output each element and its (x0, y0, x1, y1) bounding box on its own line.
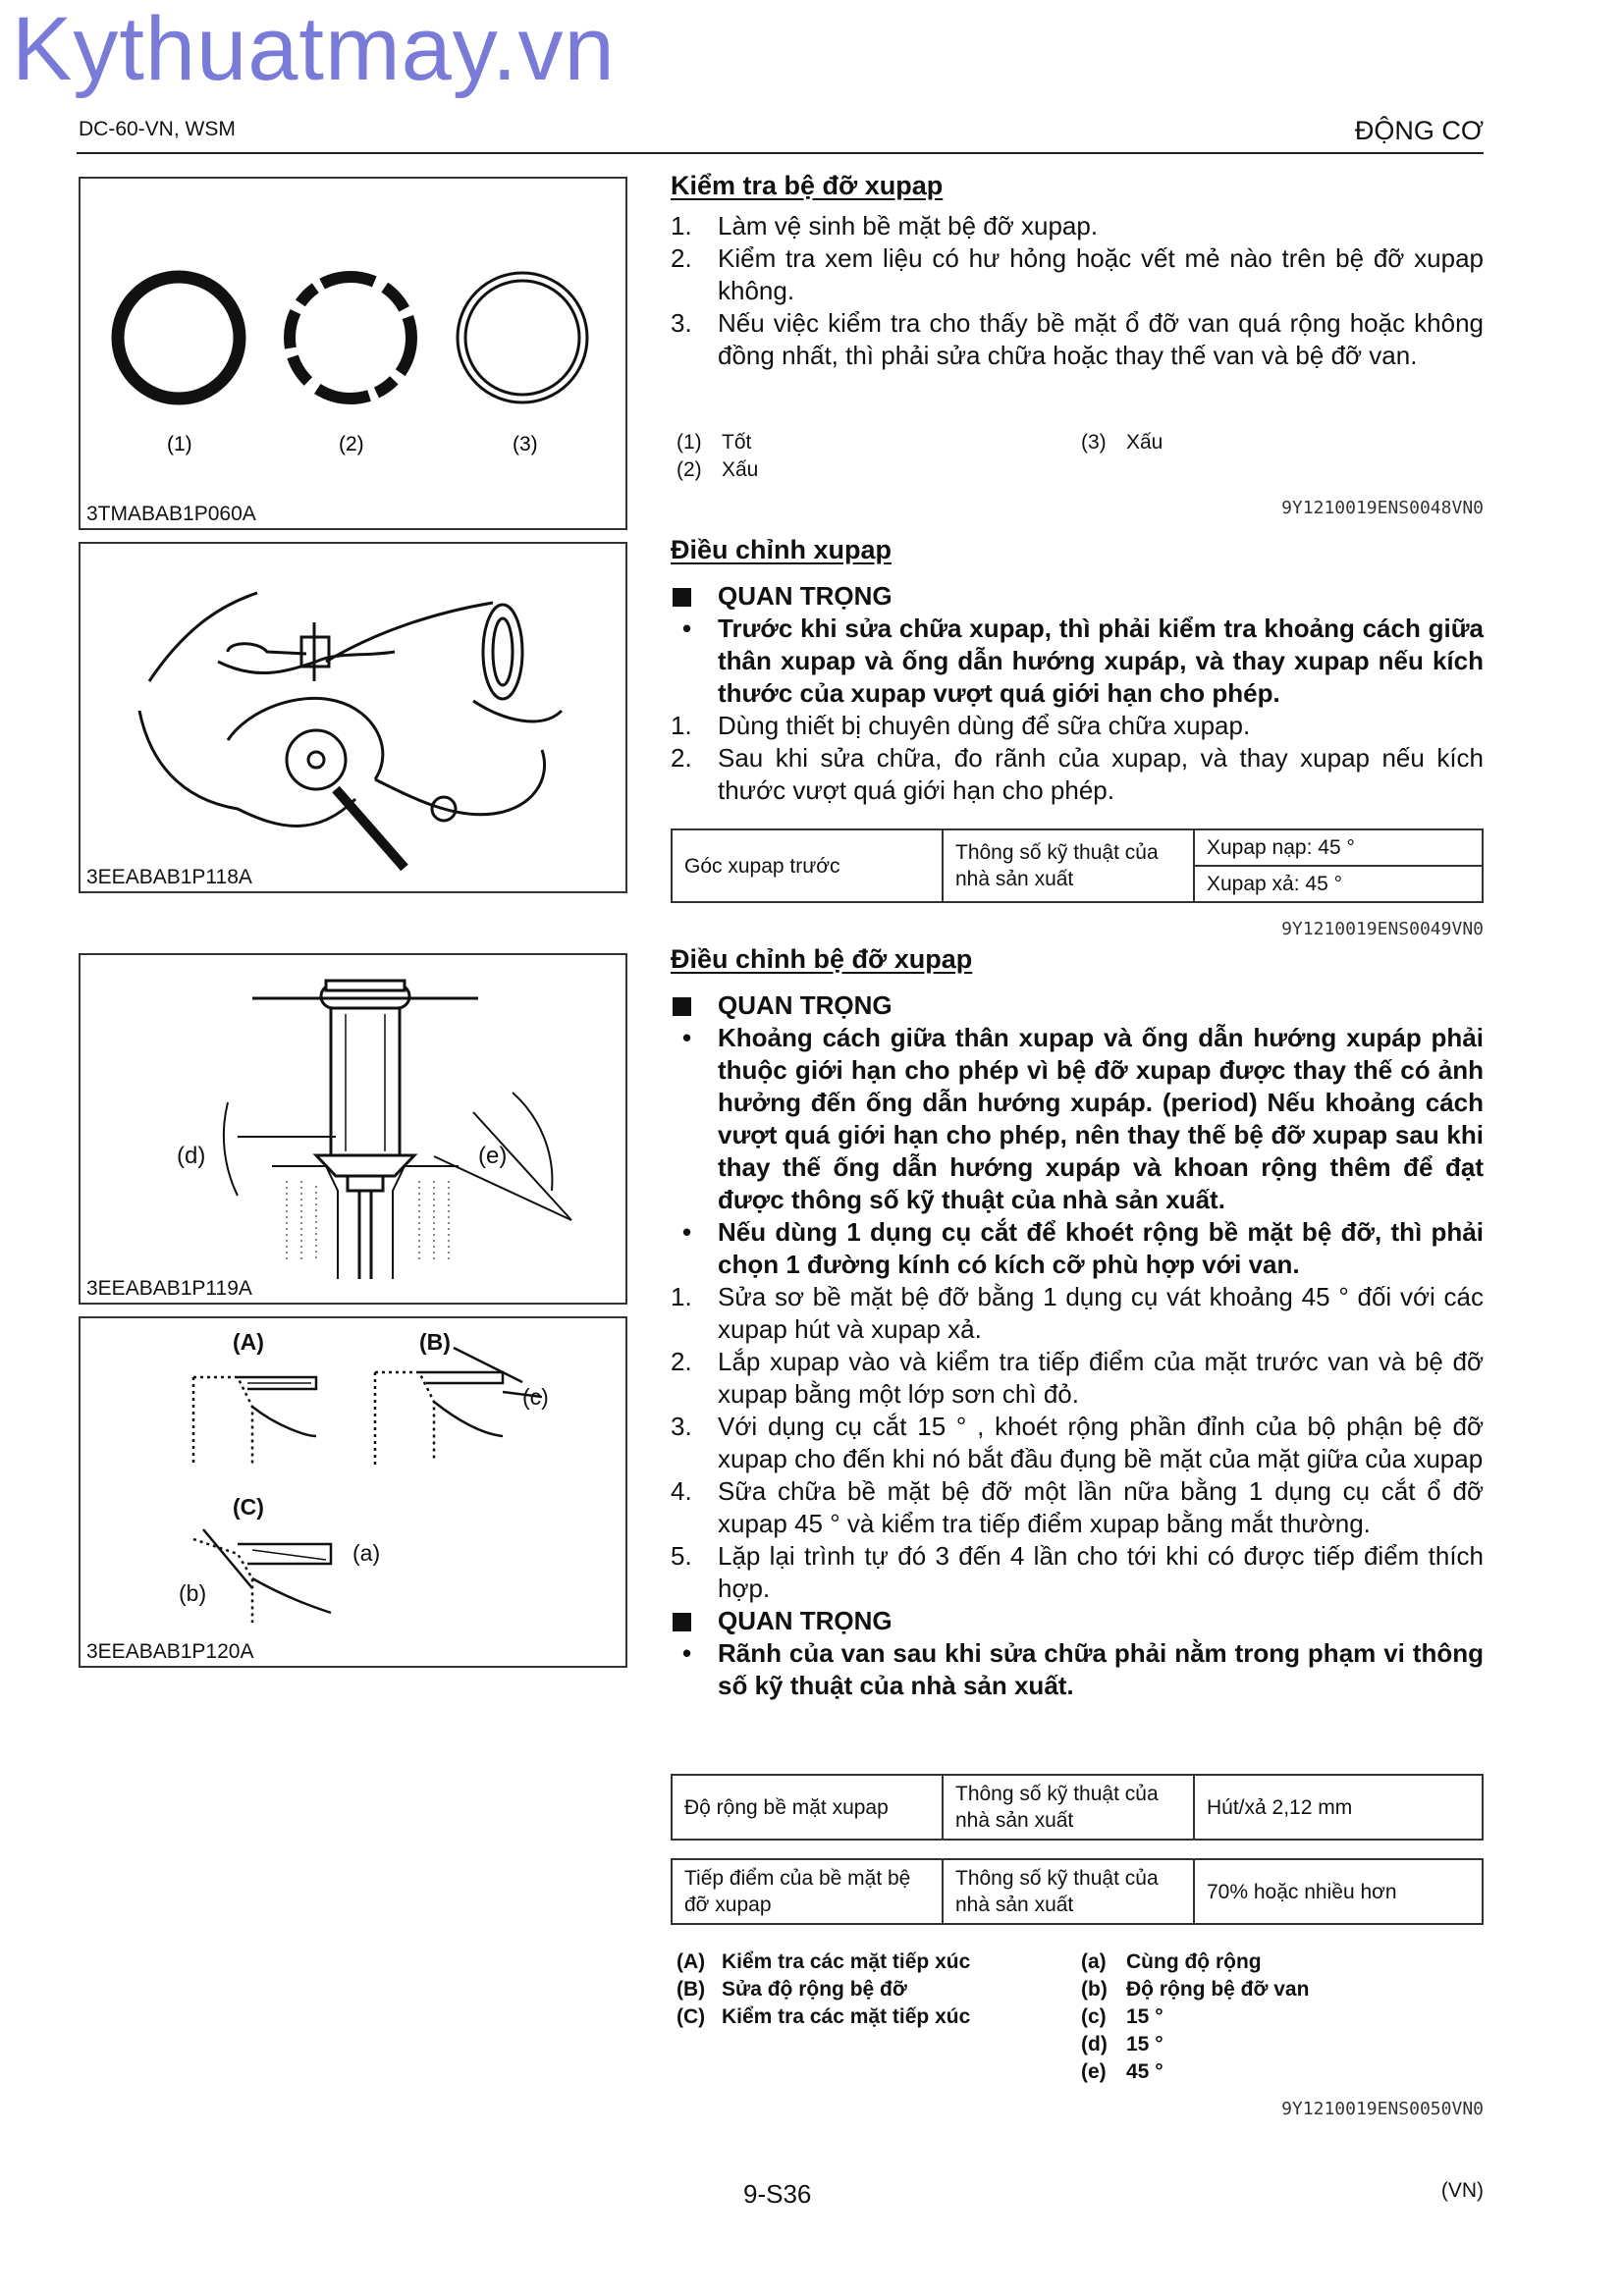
spec-label: Tiếp điểm của bề mặt bệ đỡ xupap (672, 1859, 943, 1924)
fig4-label-B: (B) (419, 1329, 451, 1355)
spec-value: 70% hoặc nhiều hơn (1194, 1859, 1483, 1924)
spec-type: Thông số kỹ thuật của nhà sản xuất (943, 1775, 1194, 1840)
step-list (671, 710, 1484, 807)
fig4-label-C: (C) (233, 1494, 264, 1520)
step-list (671, 210, 1484, 372)
spec-label: Góc xupap trước (672, 829, 943, 902)
seat-cutter-illustration (81, 955, 625, 1303)
list-item: 3. Với dụng cụ cắt 15 ° , khoét rộng phần đỉnh của bộ phận bệ đỡ xupap cho đến khi nó bắt đầu đụng bề mặt của mặt giữa của xupap (671, 1412, 1484, 1473)
list-item: 1. Làm vệ sinh bề mặt bệ đỡ xupap. (671, 211, 1099, 240)
language-tag: (VN) (1440, 2179, 1484, 2202)
contact-faces-illustration (81, 1318, 625, 1666)
reference-code: 9Y1210019ENS0048VN0 (1281, 498, 1484, 518)
valve-refacer-illustration (81, 544, 625, 891)
watermark: Kythuatmay.vn (12, 0, 616, 99)
figure-code: 3EEABAB1P119A (86, 1277, 252, 1300)
spec-value: Xupap nạp: 45 ° (1194, 829, 1483, 866)
important-bullet: • Khoảng cách giữa thân xupap và ống dẫn hướng xupáp phải thuộc giới hạn cho phép vì bệ đỡ xupap được thay thế có ảnh hưởng đến ống dẫn hướng xupáp. (period) Nếu khoảng cách vượt quá giới hạn cho phép, nên thay thế bệ đỡ xupap sau khi thay thế ống dẫn hướng xupáp và khoan rộng thêm để đạt được thông số kỹ thuật của nhà sản xuất. (682, 1023, 1484, 1214)
page-number: 9-S36 (743, 2179, 812, 2209)
spec-type: Thông số kỹ thuật của nhà sản xuất (943, 829, 1194, 902)
fig1-legend: (1) Tốt (2) Xấu (3) Xấu (676, 431, 1163, 481)
fig3-label-d: (d) (177, 1143, 206, 1169)
list-item: 1. Dùng thiết bị chuyên dùng để sữa chữa xupap. (671, 711, 1251, 740)
fig4-label-c: (c) (522, 1384, 549, 1410)
list-item: 5. Lặp lại trình tự đó 3 đến 4 lần cho tới khi có được tiếp điểm thích hợp. (671, 1541, 1484, 1603)
list-item: 2. Lắp xupap vào và kiểm tra tiếp điểm của mặt trước van và bệ đỡ xupap bằng một lớp sơn chì đỏ. (671, 1347, 1484, 1409)
important-bullet: • Nếu dùng 1 dụng cụ cắt để khoét rộng bề mặt bệ đỡ, thì phải chọn 1 đường kính có kích cỡ phù hợp với van. (682, 1217, 1484, 1279)
fig3-label-e: (e) (478, 1143, 508, 1169)
spec-table-valve-face-width (671, 1774, 1484, 1841)
figure-seat-cutter (79, 953, 627, 1305)
figure-contact-faces (79, 1316, 627, 1668)
fig4-label-b: (b) (179, 1580, 207, 1606)
spec-value: Hút/xả 2,12 mm (1194, 1775, 1483, 1840)
spec-table-valve-angle (671, 828, 1484, 903)
figure-valve-seat-rings (79, 177, 627, 530)
spec-type: Thông số kỹ thuật của nhà sản xuất (943, 1859, 1194, 1924)
doc-code: DC-60-VN, WSM (79, 118, 236, 140)
important-bullet: • Trước khi sửa chữa xupap, thì phải kiểm tra khoảng cách giữa thân xupap và ống dẫn hướng xupáp, và thay xupap nếu kích thước của xupap vượt quá giới hạn cho phép. (682, 614, 1484, 708)
fig4-label-a: (a) (352, 1540, 381, 1566)
section-heading: Điều chỉnh bệ đỡ xupap (671, 944, 973, 974)
reference-code: 9Y1210019ENS0049VN0 (1281, 919, 1484, 939)
spec-value: Xupap xả: 45 ° (1194, 866, 1483, 902)
valve-ring-illustration (81, 179, 625, 528)
list-item: 4. Sữa chữa bề mặt bệ đỡ một lần nữa bằng 1 dụng cụ cắt ổ đỡ xupap 45 ° và kiểm tra tiếp điểm xupap bằng mắt thường. (671, 1476, 1484, 1538)
section-valve-seat-correction (671, 943, 1484, 1702)
reference-code: 9Y1210019ENS0050VN0 (1281, 2099, 1484, 2119)
important-notice: QUAN TRỌNG (671, 580, 1484, 613)
figure-code: 3EEABAB1P120A (86, 1640, 254, 1663)
section-heading: Kiểm tra bệ đỡ xupap (671, 171, 944, 200)
header-rule (77, 152, 1484, 154)
section-valve-refacing (671, 534, 1484, 807)
figure-code: 3EEABAB1P118A (86, 866, 252, 888)
figure-valve-refacer (79, 542, 627, 893)
fig-legend: (A) Kiểm tra các mặt tiếp xúc (B) Sửa độ rộng bệ đỡ (C) Kiểm tra các mặt tiếp xúc (a) Cùng độ rộng (b) Độ rộng bệ đỡ van (c) 15 ° (d) 15 ° (e) 45 ° (676, 1950, 1310, 2083)
important-bullet: • Rãnh của van sau khi sửa chữa phải nằm trong phạm vi thông số kỹ thuật của nhà sản xuất. (682, 1638, 1484, 1700)
list-item: 2. Sau khi sửa chữa, đo rãnh của xupap, và thay xupap nếu kích thước vượt quá giới hạn cho phép. (671, 743, 1484, 805)
step-list (671, 1281, 1484, 1605)
important-notice: QUAN TRỌNG (671, 1605, 1484, 1637)
list-item: 2. Kiểm tra xem liệu có hư hỏng hoặc vết mẻ nào trên bệ đỡ xupap không. (671, 243, 1484, 305)
spec-label: Độ rộng bề mặt xupap (672, 1775, 943, 1840)
important-notice: QUAN TRỌNG (671, 989, 1484, 1022)
section-heading: Điều chỉnh xupap (671, 535, 893, 564)
fig1-label-3: (3) (513, 433, 538, 455)
fig4-label-A: (A) (233, 1329, 264, 1355)
list-item: 1. Sửa sơ bề mặt bệ đỡ bằng 1 dụng cụ vát khoảng 45 ° đối với các xupap hút và xupap xả. (671, 1282, 1484, 1344)
figure-code: 3TMABAB1P060A (86, 503, 256, 525)
fig1-label-1: (1) (167, 433, 192, 455)
section-title: ĐỘNG CƠ (1354, 116, 1484, 145)
list-item: 3. Nếu việc kiểm tra cho thấy bề mặt ổ đỡ van quá rộng hoặc không đồng nhất, thì phải sửa chữa hoặc thay thế van và bệ đỡ van. (671, 308, 1484, 370)
section-valve-seat-check (671, 170, 1484, 372)
fig1-label-2: (2) (339, 433, 364, 455)
spec-table-seat-contact (671, 1858, 1484, 1925)
